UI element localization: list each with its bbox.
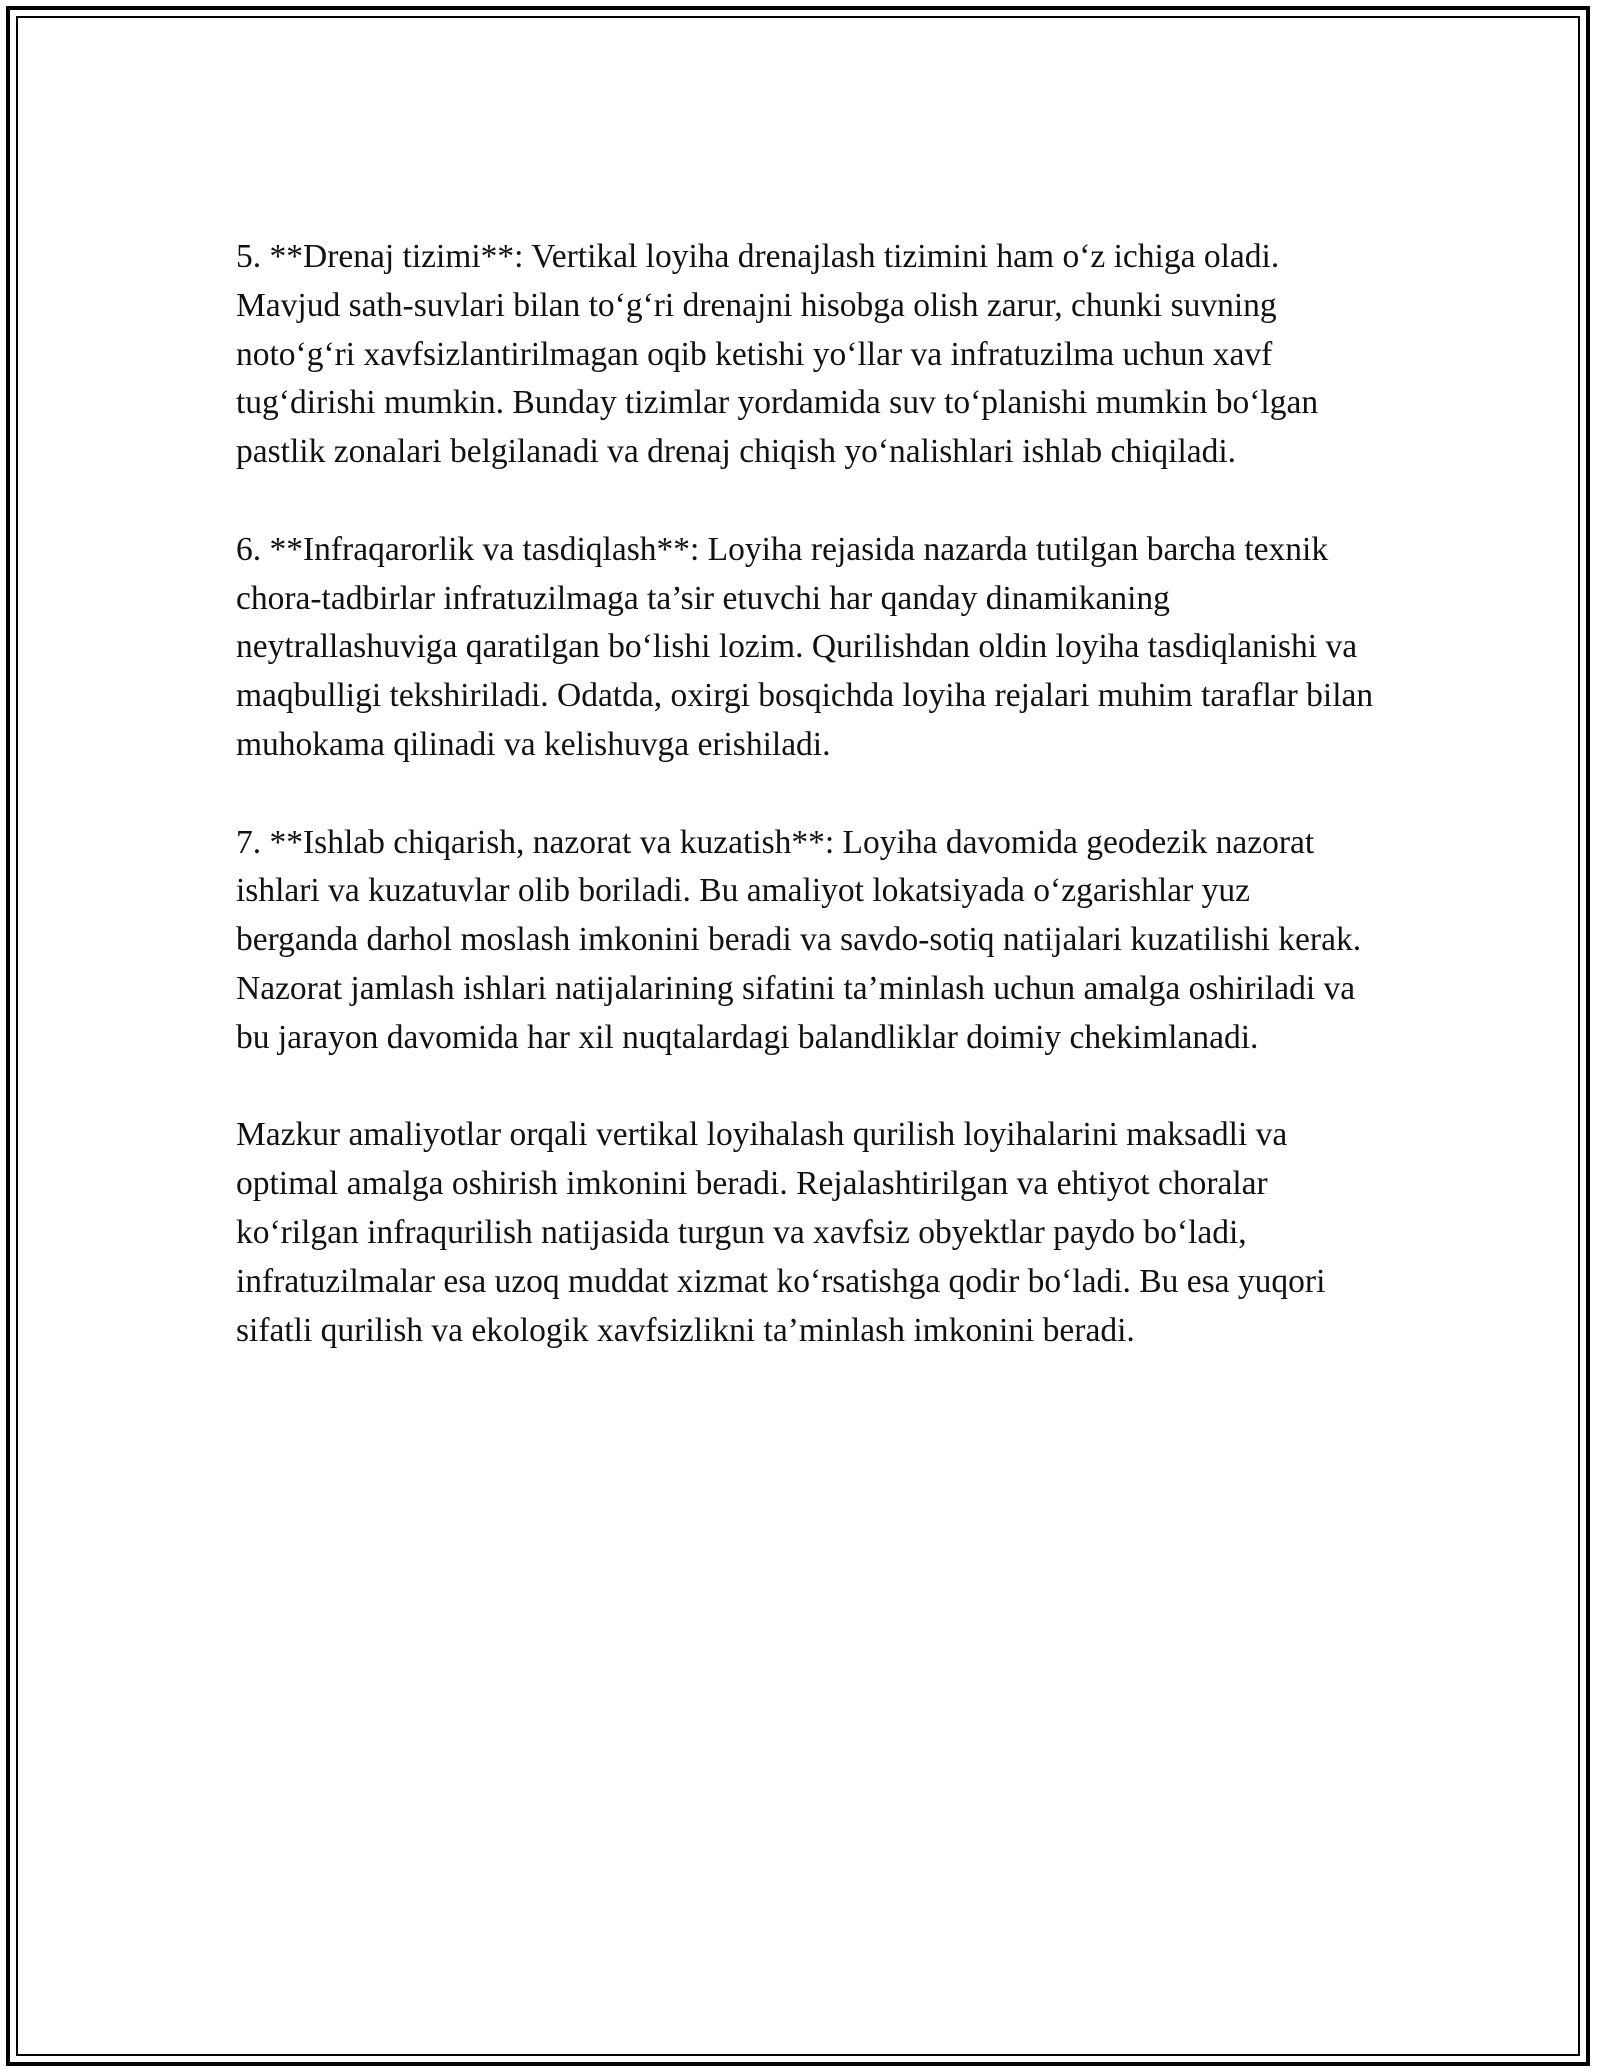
paragraph-infraqarorlik: 6. **Infraqarorlik va tasdiqlash**: Loyiha rejasida nazarda tutilgan barcha texnik chora-tadbirlar infratuzilmaga ta’sir etuvchi har qanday dinamikaning neytrallashuviga qaratilgan boʻlishi lozim. Qurilishdan oldin loyiha tasdiqlanishi va maqbulligi tekshiriladi. Odatda, oxirgi bosqichda loyiha rejalari muhim taraflar bilan muhokama qilinadi va kelishuvga erishiladi. xyxy=(236,530,1374,763)
paragraph-drenaj-tizimi: 5. **Drenaj tizimi**: Vertikal loyiha drenajlash tizimini ham oʻz ichiga oladi. Mavjud sath-suvlari bilan toʻgʻri drenajni hisobga olish zarur, chunki suvning notoʻgʻri xavfsizlantirilmagan oqib ketishi yoʻllar va infratuzilma uchun xavf tugʻdirishi mumkin. Bunday tizimlar yordamida suv toʻplanishi mumkin boʻlgan pastlik zonalari belgilanadi va drenaj chiqish yoʻnalishlari ishlab chiqiladi. xyxy=(236,238,1319,471)
paragraph-ishlab-chiqarish: 7. **Ishlab chiqarish, nazorat va kuzatish**: Loyiha davomida geodezik nazorat ishlari va kuzatuvlar olib boriladi. Bu amaliyot lokatsiyada oʻzgarishlar yuz berganda darhol moslash imkonini beradi va savdo-sotiq natijalari kuzatilishi kerak. Nazorat jamlash ishlari natijalarining sifatini ta’minlash uchun amalga oshiriladi va bu jarayon davomida har xil nuqtalardagi balandliklar doimiy chekimlanadi. xyxy=(236,823,1362,1056)
paragraph-conclusion: Mazkur amaliyotlar orqali vertikal loyihalash qurilish loyihalarini maksadli va optimal amalga oshirish imkonini beradi. Rejalashtirilgan va ehtiyot choralar koʻrilgan infraqurilish natijasida turgun va xavfsiz obyektlar paydo boʻladi, infratuzilmalar esa uzoq muddat xizmat koʻrsatishga qodir boʻladi. Bu esa yuqori sifatli qurilish va ekologik xavfsizlikni ta’minlash imkonini beradi. xyxy=(236,1116,1326,1349)
document-body xyxy=(236,233,1376,1355)
